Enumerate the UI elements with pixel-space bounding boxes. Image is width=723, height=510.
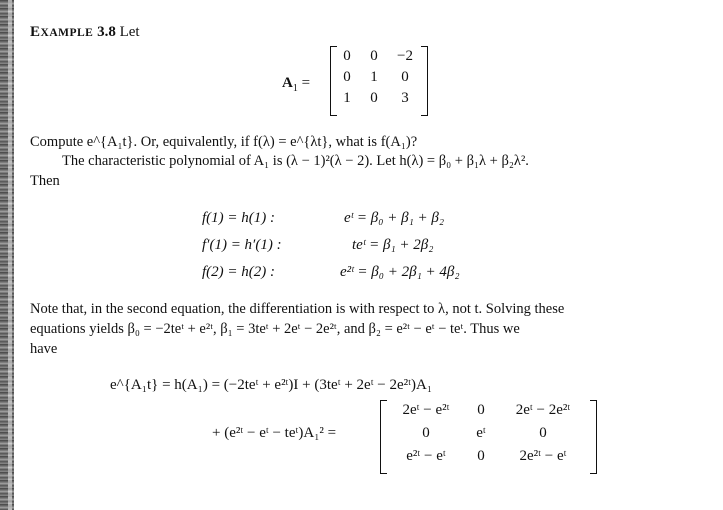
- result-matrix-cell: 0: [539, 425, 547, 441]
- equation-3-lhs: f(2) = h(2) :: [202, 264, 276, 280]
- equation-3-rhs: e²ᵗ = β₀ + 2β₁ + 4β₂: [340, 264, 460, 280]
- example-label-rest: XAMPLE: [40, 27, 94, 39]
- result-matrix-cell: 0: [477, 448, 485, 464]
- matrix-a1-cell: 1: [370, 69, 378, 85]
- result-matrix-cell: eᵗ: [476, 425, 486, 441]
- matrix-a1-lhs: [282, 75, 310, 92]
- matrix-a1-cell: 0: [401, 69, 409, 85]
- matrix-a1-cell: 0: [370, 48, 378, 64]
- result-line-2-lhs: + (e²ᵗ − eᵗ − teᵗ)A₁² =: [212, 425, 337, 441]
- paragraph-characteristic: The characteristic polynomial of A₁ is (λ − 1)²(λ − 2). Let h(λ) = β₀ + β₁λ + β₂λ².: [62, 153, 529, 169]
- matrix-a1-equals: =: [301, 75, 311, 91]
- matrix-a1-cell: 3: [401, 90, 409, 106]
- example-label-initial: E: [30, 24, 41, 40]
- scanned-page-edge-highlight: [8, 0, 12, 510]
- paragraph-compute: Compute e^{A₁t}. Or, equivalently, if f(λ) = e^{λt}, what is f(A₁)?: [30, 134, 418, 150]
- matrix-a1-cell: 0: [370, 90, 378, 106]
- result-matrix-cell: e²ᵗ − eᵗ: [406, 448, 446, 464]
- matrix-a1-subscript: 1: [292, 83, 298, 94]
- matrix-a1: [334, 48, 422, 107]
- example-heading: [30, 24, 140, 41]
- result-matrix-cell: 2e²ᵗ − eᵗ: [519, 448, 567, 464]
- result-matrix-cell: 0: [477, 402, 485, 418]
- paragraph-note: Note that, in the second equation, the differentiation is with respect to λ, not t. Solving these: [30, 301, 565, 317]
- equation-1-lhs: f(1) = h(1) :: [202, 210, 276, 226]
- paragraph-then: Then: [30, 173, 60, 189]
- equation-2-rhs: teᵗ = β₁ + 2β₂: [352, 237, 434, 253]
- result-matrix-cell: 2eᵗ − e²ᵗ: [402, 402, 450, 418]
- equation-1-rhs: eᵗ = β₀ + β₁ + β₂: [344, 210, 445, 226]
- matrix-a1-cell: 0: [343, 69, 351, 85]
- example-number: 3.8: [97, 24, 116, 40]
- matrix-a1-symbol: A: [282, 75, 293, 91]
- paragraph-solving: equations yields β₀ = −2teᵗ + e²ᵗ, β₁ = 3teᵗ + 2eᵗ − 2e²ᵗ, and β₂ = e²ᵗ − eᵗ − teᵗ. Thus we: [30, 321, 520, 337]
- result-matrix-cell: 0: [422, 425, 430, 441]
- equation-2-lhs: f′(1) = h′(1) :: [202, 237, 282, 253]
- paragraph-have: have: [30, 341, 58, 357]
- matrix-a1-cell: −2: [397, 48, 413, 64]
- matrix-a1-cell: 1: [343, 90, 351, 106]
- result-matrix-right-bracket: [590, 400, 597, 474]
- result-line-1: e^{A₁t} = h(A₁) = (−2teᵗ + e²ᵗ)I + (3teᵗ + 2eᵗ − 2e²ᵗ)A₁: [110, 377, 433, 393]
- result-matrix: [386, 402, 590, 465]
- matrix-a1-right-bracket: [421, 46, 428, 116]
- result-matrix-cell: 2eᵗ − 2e²ᵗ: [515, 402, 571, 418]
- matrix-a1-cell: 0: [343, 48, 351, 64]
- example-let: Let: [119, 24, 140, 40]
